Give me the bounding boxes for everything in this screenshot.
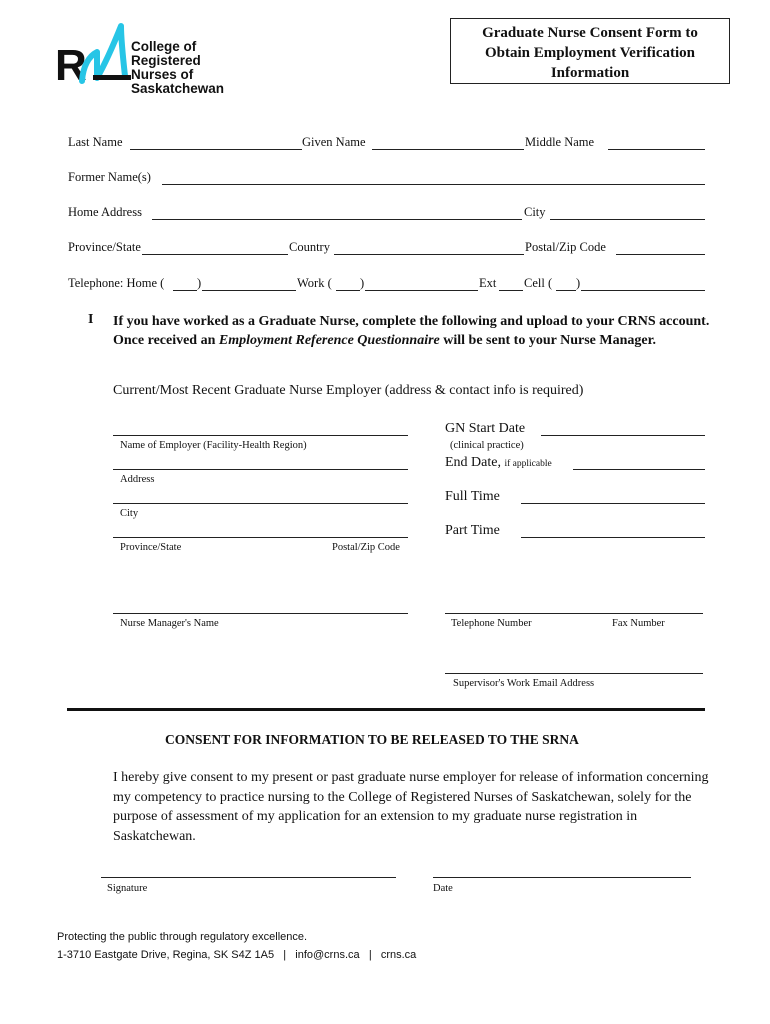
form-title-line: Information bbox=[550, 65, 630, 81]
ext-field[interactable] bbox=[499, 290, 523, 291]
city-field[interactable] bbox=[550, 219, 705, 220]
given-name-field[interactable] bbox=[372, 149, 524, 150]
city-label: City bbox=[524, 205, 546, 219]
nurse-manager-label: Nurse Manager's Name bbox=[120, 618, 219, 629]
svg-text:R: R bbox=[55, 41, 87, 90]
end-date-field[interactable] bbox=[573, 469, 705, 470]
footer-separator: | bbox=[283, 949, 287, 961]
nurse-manager-field[interactable] bbox=[113, 613, 408, 614]
last-name-field[interactable] bbox=[130, 149, 302, 150]
form-title-line: Graduate Nurse Consent Form to bbox=[482, 25, 698, 41]
former-names-label: Former Name(s) bbox=[68, 170, 151, 184]
telephone-row bbox=[68, 273, 705, 293]
footer-email-link[interactable]: info@crns.ca bbox=[295, 949, 360, 961]
employer-city-label: City bbox=[120, 508, 139, 519]
footer-address: 1-3710 Eastgate Drive, Regina, SK S4Z 1A5 bbox=[57, 949, 275, 961]
ext-label: Ext bbox=[479, 276, 497, 290]
country-label: Country bbox=[289, 240, 330, 254]
crns-logo-mark bbox=[55, 20, 135, 100]
footer-site-link[interactable]: crns.ca bbox=[380, 949, 417, 961]
section-divider bbox=[67, 708, 705, 711]
supervisor-email-field[interactable] bbox=[445, 673, 703, 674]
if-applicable-text: if applicable bbox=[504, 459, 552, 469]
logo-line: College of bbox=[131, 39, 197, 54]
footer-tagline: Protecting the public through regulatory excellence. bbox=[57, 931, 308, 943]
logo-line: Nurses of bbox=[131, 67, 194, 82]
home-area-code-field[interactable] bbox=[173, 290, 197, 291]
supervisor-email-label: Supervisor's Work Email Address bbox=[453, 678, 595, 689]
cell-phone-field[interactable] bbox=[581, 290, 705, 291]
province-label: Province/State bbox=[68, 240, 141, 254]
logo-line: Registered bbox=[131, 53, 201, 68]
work-label: Work ( bbox=[297, 276, 332, 290]
full-time-label: Full Time bbox=[445, 489, 500, 504]
gn-start-date-field[interactable] bbox=[541, 435, 705, 436]
signature-label: Signature bbox=[107, 883, 148, 894]
employer-name-field[interactable] bbox=[113, 435, 408, 436]
telephone-home-label: Telephone: Home ( bbox=[68, 276, 165, 290]
names-row bbox=[68, 132, 705, 152]
cell-label: Cell ( bbox=[524, 276, 553, 290]
home-address-row bbox=[68, 202, 705, 222]
employer-province-postal-field[interactable] bbox=[113, 537, 408, 538]
consent-heading: CONSENT FOR INFORMATION TO BE RELEASED TO THE SRNA bbox=[165, 732, 579, 747]
postal-field[interactable] bbox=[616, 254, 705, 255]
telephone-number-label: Telephone Number bbox=[451, 618, 532, 629]
last-name-label: Last Name bbox=[68, 135, 123, 149]
section-text-emphasis: Employment Reference Questionnaire bbox=[218, 333, 440, 348]
paren-close: ) bbox=[576, 276, 581, 290]
employer-province-label: Province/State bbox=[120, 542, 182, 553]
section-text-part: will be sent to your Nurse Manager. bbox=[439, 333, 656, 348]
logo-line: Saskatchewan bbox=[131, 81, 225, 96]
cell-area-code-field[interactable] bbox=[556, 290, 576, 291]
home-address-label: Home Address bbox=[68, 205, 142, 219]
employer-address-label: Address bbox=[120, 474, 155, 485]
home-phone-field[interactable] bbox=[202, 290, 296, 291]
employer-name-label: Name of Employer (Facility-Health Region) bbox=[120, 440, 307, 451]
given-name-label: Given Name bbox=[302, 135, 366, 149]
footer-separator: | bbox=[368, 949, 372, 961]
paren-close: ) bbox=[197, 276, 202, 290]
employer-postal-label: Postal/Zip Code bbox=[332, 542, 400, 553]
clinical-practice-label: (clinical practice) bbox=[450, 440, 524, 451]
full-time-field[interactable] bbox=[521, 503, 705, 504]
footer-contact bbox=[57, 949, 416, 961]
employer-city-field[interactable] bbox=[113, 503, 408, 504]
middle-name-field[interactable] bbox=[608, 149, 705, 150]
end-date-label bbox=[445, 455, 552, 471]
home-address-field[interactable] bbox=[152, 219, 522, 220]
date-field[interactable] bbox=[433, 877, 691, 878]
work-phone-field[interactable] bbox=[365, 290, 478, 291]
crns-logo-text bbox=[131, 40, 251, 96]
section-instructions bbox=[113, 312, 713, 350]
work-area-code-field[interactable] bbox=[336, 290, 360, 291]
section-text-part: If you have worked as a Graduate Nurse, complete the following and upload to your CRNS account. Once received an bbox=[113, 314, 710, 348]
signature-field[interactable] bbox=[101, 877, 396, 878]
fax-number-label: Fax Number bbox=[612, 618, 665, 629]
employer-note: Current/Most Recent Graduate Nurse Employer (address & contact info is required) bbox=[113, 383, 584, 398]
country-field[interactable] bbox=[334, 254, 524, 255]
former-names-field[interactable] bbox=[162, 184, 705, 185]
end-date-text: End Date, bbox=[445, 455, 501, 470]
province-row bbox=[68, 237, 705, 257]
consent-body: I hereby give consent to my present or past graduate nurse employer for release of information concerning my competency to practice nursing to the College of Registered Nurses of Saskatchewan, solely for the purpose of assessment of my application for an extension to my graduate nurse registration in Saskatchewan. bbox=[113, 770, 709, 844]
section-number: I bbox=[88, 312, 94, 327]
former-names-row bbox=[68, 167, 705, 187]
form-title-line: Obtain Employment Verification bbox=[484, 45, 695, 61]
form-title-box bbox=[450, 18, 730, 84]
paren-close: ) bbox=[360, 276, 365, 290]
province-field[interactable] bbox=[142, 254, 288, 255]
middle-name-label: Middle Name bbox=[525, 135, 595, 149]
date-label: Date bbox=[433, 883, 453, 894]
gn-start-date-label: GN Start Date bbox=[445, 421, 526, 436]
part-time-field[interactable] bbox=[521, 537, 705, 538]
telephone-fax-field[interactable] bbox=[445, 613, 703, 614]
employer-address-field[interactable] bbox=[113, 469, 408, 470]
part-time-label: Part Time bbox=[445, 523, 500, 538]
postal-label: Postal/Zip Code bbox=[525, 240, 606, 254]
